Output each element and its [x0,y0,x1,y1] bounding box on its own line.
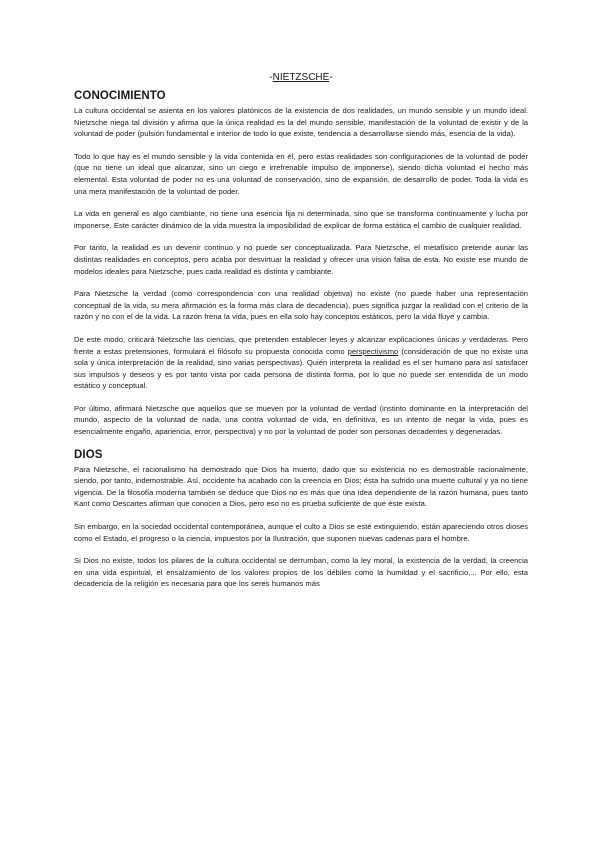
paragraph: Todo lo que hay es el mundo sensible y la vida contenida en él, pero estas realidades son configuraciones de la voluntad de poder (que no tiene un ideal que alcanzar, sino un ciego e irrefrenable impulso de imponerse), siendo dicha voluntad el hecho más elemental. Esta voluntad de poder no es una voluntad de conservación, sino de expansión, de desarrollo de poder. Toda la vida es una mera manifestación de la voluntad de poder. [74,151,528,196]
paragraph: Por tanto, la realidad es un devenir continuo y no puede ser conceptualizada. Para Nietzsche, el metafísico pretende aunar las distintas realidades en conceptos, pero acaba por desvirtuar la realidad y ofrecer una visión falsa de esta. No existe ese mundo de modelos ideales para Nietzsche, pues cada realidad es distinta y cambiante. [74,243,528,276]
title-prefix: - [269,72,273,83]
paragraph: Sin embargo, en la sociedad occidental contemporánea, aunque el culto a Dios se esté extinguiendo, están apareciendo otros dioses como el Estado, el progreso o la ciencia, impuestos por la Ilustración, que suponen nuevas cadenas para el hombre. [74,522,528,543]
paragraph: Para Nietzsche, el racionalismo ha demostrado que Dios ha muerto, dado que su existencia no es demostrable racionalmente, siendo, por tanto, indemostrable. Así, occidente ha acabado con la creencia en Dios; ésta ha sufrido una muerte cultural y ya no tiene vigencia. De la filosofía moderna también se deduce que Dios no es más que una idea dependiente de la razón humana, pues tanto Kant como Descartes afirman que conocen a Dios, pero eso no es prueba suficiente de que éste exista. [74,464,528,509]
paragraph: La cultura occidental se asienta en los valores platónicos de la existencia de dos realidades, un mundo sensible y un mundo ideal. Nietzsche niega tal división y afirma que la única realidad es la del mundo sensible, manifestación de la voluntad de existir y de la voluntad de poder (pulsión fundamental e interior de todo lo que existe, tendencia a desarrollarse siendo más, esencia de la vida). [74,106,528,139]
paragraph-text: De este modo, criticará Nietzsche las ciencias, que pretenden establecer leyes y alcanzar explicaciones únicas y verdaderas. Pero frente a estas pretensiones, formulará el filósofo su propuesta conocida como [74,334,528,356]
section-heading-dios: DIOS [74,448,103,461]
title-name: NIETZSCHE [272,72,330,83]
perspectivismo-term: perspectivismo [347,346,399,356]
document-title [74,72,528,84]
paragraph [74,334,528,392]
section-heading-conocimiento: CONOCIMIENTO [74,90,166,102]
document-page [74,72,528,601]
paragraph-text: (consideración de que no existe una sola y única interpretación de la realidad, sino varias perspectivas). Quién interpreta la realidad es el ser humano para así satisfacer sus impulsos y deseos y es por tanto vista por cada persona de distinta forma, por lo que no puede ser entendida de un modo estático y conceptual. [74,346,528,391]
paragraph: Por último, afirmará Nietzsche que aquellos que se mueven por la voluntad de verdad (instinto dominante en la interpretación del mundo, aspecto de la voluntad de nada, una contra voluntad de vida, en definitiva, es un intento de negar la vida, pues es esencialmente engaño, apariencia, error, perspectiva) y no por la voluntad de poder son personas decadentes y degeneradas. [74,403,528,437]
paragraph: Si Dios no existe, todos los pilares de la cultura occidental se derrumban, como la ley moral, la existencia de la verdad, la creencia en una vida espiritual, el ensalzamiento de los valores propios de los débiles como la humildad y el sacrificio,... Por ello, esta decadencia de la religión es necesaria para que los seres humanos más [74,556,528,589]
title-suffix: - [329,72,333,83]
paragraph: La vida en general es algo cambiante, no tiene una esencia fija ni determinada, sino que se transforma continuamente y lucha por imponerse. Este carácter dinámico de la vida muestra la imposibilidad de explicar de forma estática el cambio de cualquier realidad. [74,209,528,230]
paragraph: Para Nietzsche la verdad (como correspondencia con una realidad objetiva) no existe (no puede haber una representación conceptual de la vida, su mera afirmación es la forma más clara de decadencia), pues significa juzgar la realidad con el criterio de la razón y no con el de la vida. La razón frena la vida, pues en ella solo hay conceptos estáticos, pero la vida fluye y cambia. [74,289,528,322]
